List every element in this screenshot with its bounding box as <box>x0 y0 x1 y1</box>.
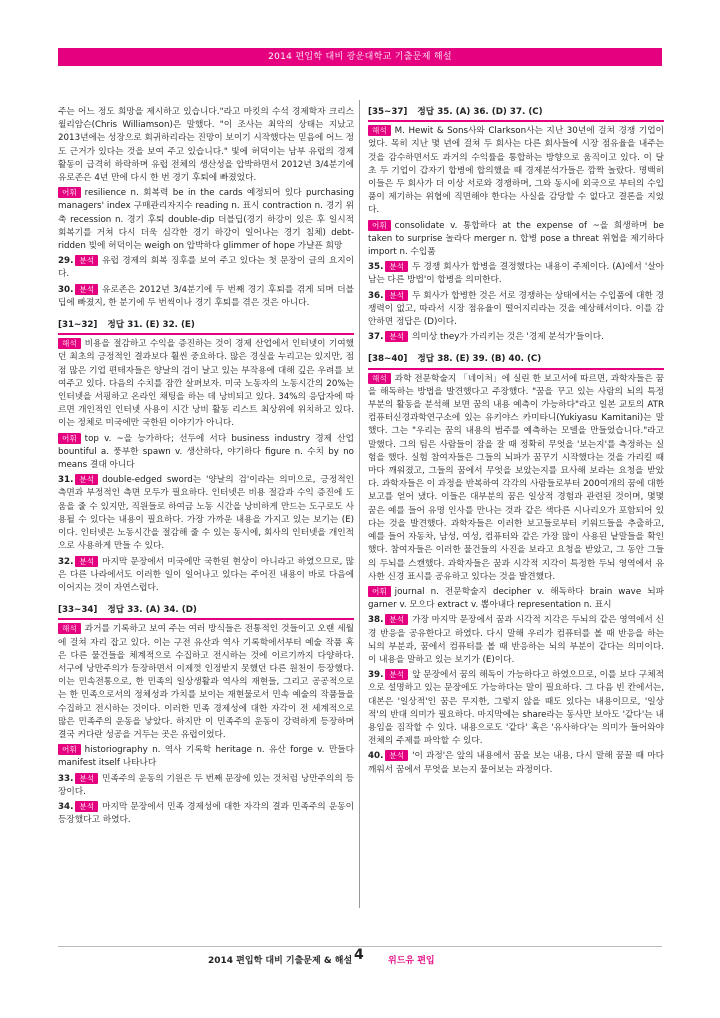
footer-title: 2014 편입학 대비 기출문제 & 해설 <box>208 956 353 966</box>
answer-37 <box>368 331 664 344</box>
analysis-text: 마지막 문장에서 민족 경제성에 대한 자각의 결과 민족주의 운동이 등장했다고 하였다. <box>58 801 354 826</box>
translation-text: 과거를 기록하고 보여 주는 여러 방식들은 전통적인 것들이고 오랜 세월에 걸쳐 자리 잡고 있다. 이는 구전 유산과 역사 기록학에서부터 예술 작품 혹은 다른 물건들을 체계적으로 수집하고 전시하는 것에 이르기까지 다양하다. 서구에 낭만주의가 등장하면서 이제껏 인정받지 못했던 다른 원천이 등장했다. 이는 민속전통으로, 한 민족의 일상생활과 역사의 재현들, 그리고 공공적으로는 한 민족으로서의 정체성과 가치를 보이는 재현물로서 민속 예술의 작품들을 수집하고 전시하는 것이다. 이러한 민족 경제성에 대한 자각이 전 세계적으로 많은 민족주의 운동을 낳았다. 하지만 이 민족주의 운동이 강력하게 등장하며 결국 커다란 성공을 거두는 곳은 유럽이었다. <box>58 624 354 740</box>
analysis-text: 유럽 경제의 회복 징후를 보여 주고 있다는 첫 문장이 글의 요지이다. <box>58 256 354 280</box>
answer-34 <box>58 801 354 827</box>
translation-text: M. Hewit & Sons사와 Clarkson사는 지난 30년에 걸쳐 경쟁 기업이었다. 목히 지난 몇 년에 걸쳐 두 회사는 다른 회사들에 시장 점유율을 내주는 것을 감수하면서도 과거의 수익률을 통합하는 방향으로 움직이고 있다. 이 달 초 두 기업이 갑자기 합병에 합의했을 때 경제분석가들은 깜짝 놀랐다. 명백히 이들은 두 회사가 더 이상 서로와 경쟁하며, 그와 동시에 외국으로 부터의 수입품이 제기하는 위협에 직면해야 한다는 사실을 감당할 수 없다고 결론을 지었다. <box>368 126 664 216</box>
vocab-tag: 어휘 <box>58 433 81 444</box>
analysis-tag: 분석 <box>75 255 98 266</box>
paragraph-translation-28: 주는 어느 정도 희망을 제시하고 있습니다."라고 마킷의 수석 경제학자 크리스 윌리암슨(Chris Williamson)은 말했다. "이 조사는 최악의 상태는 지났고 2013년에는 성장으로 회귀하리라는 진망이 보이기 시작했다는 믿음에 어느 정도 근거가 있다는 것을 보여 주고 있습니다." 빛에 허덕이는 남부 유럽의 경제 활동이 급격히 하락하며 유럽 전체의 생산성을 압박하면서 2012년 3/4분기에 유로존은 4년 만에 다시 한 번 경기 후퇴에 빠졌었다. <box>58 107 354 184</box>
answer-38 <box>368 614 664 667</box>
translation-tag: 해석 <box>368 373 391 384</box>
translation-text: 비용을 절감하고 수익을 증진하는 것이 경제 산업에서 인터넷이 기여했던 최초의 긍정적인 결과보다 훨씬 중요하다. 많은 경실을 누리고는 있지만, 점점 많은 기업 편테자들은 양날의 검이 날고 있는 부작용에 대해 깊은 우려를 보여주고 있다. 다음의 수치를 잠깐 살펴보자. 미국 노동자의 노동시간의 20%는 인터넷을 서핑하고 온라인 채팅을 하는 데 낭비되고 있다. 34%의 응답자에 따르면 개인적인 인터넷 사용이 시간 낭비 활동 리스트 최상위에 위치하고 있다. 이는 정체로 미국에만 국한된 이야기가 아니다. <box>58 339 354 429</box>
page-footer <box>58 946 662 975</box>
analysis-text: 의미상 they가 가리키는 것은 '경제 분석가'들이다. <box>412 332 604 343</box>
analysis-text: 마지막 문장에서 미국에만 국한된 현상이 아니라고 하였으므로, 많은 다른 나라에서도 이러한 일이 일어나고 있다는 주어진 내용이 바로 다음에 이어지는 것이 자연스럽다. <box>58 556 354 593</box>
right-column <box>368 106 664 779</box>
analysis-text: 두 회사가 합병한 것은 서로 경쟁하는 상태에서는 수입품에 대한 경쟁력이 없고, 따라서 시장 점유율이 떨어지리라는 것을 예상해서이다. 이를 감안하면 정답은 (D)이다. <box>368 290 664 328</box>
question-number: 36. <box>368 290 384 301</box>
header-title: 2014 편입학 대비 광운대학교 기출문제 해설 <box>268 52 452 62</box>
analysis-tag: 분석 <box>385 669 408 680</box>
vocab-block-33-34 <box>58 744 354 770</box>
analysis-text: double-edged sword는 '양날의 검'이라는 의미으로, 긍정적인 측면과 부정적인 측면 모두가 필요하다. 인터넷은 비용 절감과 수익 증진에 도움을 줄 수 있지만, 직원들로 하여금 노동 시간을 낭비하게 만드는 도구로도 사용될 수 있다는 내용이 필요하다. 가장 가까운 내용을 가지고 있는 보기는 (E)이다. 인터넷은 노동시간을 절감해 줄 수 있는 동시에, 회사의 인터넷을 개인적으로 사용하게 만들 수 있다. <box>58 475 354 552</box>
section-header-33-34: [33~34] 정답 33. (A) 34. (D) <box>58 604 354 620</box>
analysis-text: 유로존은 2012년 3/4분기에 두 번째 경기 후퇴를 겪게 되며 더블딥에 빠졌지, 한 분기에 두 번씩이나 경기 후퇴를 겪은 것은 아니다. <box>58 284 354 308</box>
analysis-tag: 분석 <box>75 284 98 295</box>
vocab-block-35-37 <box>368 220 664 260</box>
question-number: 38. <box>368 615 384 626</box>
analysis-tag: 분석 <box>385 750 408 761</box>
answer-30 <box>58 284 354 310</box>
analysis-tag: 분석 <box>75 556 98 567</box>
translation-tag: 해석 <box>58 338 81 349</box>
analysis-text: 앞 문장에서 꿈의 해독이 가능하다고 하였으므로, 이를 보다 구체적으로 설명하고 있는 문장에도 가능하다는 말이 필요하다. 그 다음 빈 칸에서는, 대본은 '일상적'인 꿈은 무지한, 그렇지 않을 때도 있다는 내용이므로, '일상적'의 반대 의미가 필요하다. 마지막에는 share라는 동사만 보아도 '같다'는 내용임을 짐작할 수 있다. 내용으로도 '같다' 혹은 '유사하다'는 의미가 들어와야 전체의 주제를 파악할 수 있다. <box>368 670 664 747</box>
vocab-block-31-32 <box>58 433 354 473</box>
section-header-31-32: [31~32] 정답 31. (E) 32. (E) <box>58 319 354 335</box>
answer-39 <box>368 669 664 748</box>
analysis-tag: 분석 <box>385 261 408 272</box>
answer-29 <box>58 255 354 281</box>
analysis-tag: 분석 <box>385 331 408 342</box>
answer-32 <box>58 556 354 596</box>
translation-tag: 해석 <box>368 125 391 136</box>
footer-publisher: 위드유 편입 <box>388 956 435 966</box>
question-number: 30. <box>58 284 74 295</box>
analysis-tag: 분석 <box>385 614 408 625</box>
question-number: 34. <box>58 801 74 812</box>
vocab-tag: 어휘 <box>58 187 81 198</box>
question-number: 33. <box>58 773 74 784</box>
question-number: 37. <box>368 332 384 343</box>
question-number: 40. <box>368 751 384 762</box>
vocab-block-28 <box>58 187 354 253</box>
translation-38-40 <box>368 373 664 584</box>
question-number: 39. <box>368 670 384 681</box>
vocab-text: journal n. 전문학술지 decipher v. 해독하다 brain wave 뇌파 garner v. 모으다 extract v. 뽑아내다 representation n. 표시 <box>368 586 664 611</box>
vocab-tag: 어휘 <box>368 220 391 231</box>
translation-text: 과학 전문학술지 「네이처」에 실린 한 보고서에 따르면, 과학자들은 꿈을 해독하는 방법을 발견했다고 주장했다. "꿈을 꾸고 있는 사람의 뇌의 특정 부분의 활동을 분석해 보면 꿈의 내용 예측이 가능하다"라고 일본 교토의 ATR 컴퓨터신경과학연구소에 있는 유키야스 카미타니(Yukiyasu Kamitani)는 말했다. 그는 "우리는 꿈의 내용의 범주를 예측하는 모델을 만들었습니다."라고 말했다. 그의 팀은 사람들이 잠을 잘 때 정확히 무엇을 '보는지'를 측정하는 실험을 했다. 실험 참여자들은 그들의 뇌파가 꿈꾸기 시작했다는 것을 가리킬 때마다 깨워졌고, 그들의 꿈에서 무엇을 보았는지를 묘사해 보라는 요청을 받았다. 과학자들은 이 과정을 반복하여 각각의 사람들로부터 200여개의 꿈에 대한 보고를 얻어 냈다. 이들은 대부분의 꿈은 일상적 경험과 관련된 것이며, 몇몇 꿈은 예를 들어 유명 인사를 만나는 것과 같은 색다른 시나리오가 포함되어 있다는 것을 발견했다. 과학자들은 이러한 보고들로부터 키워드들을 추출하고, 예를 들어 자동차, 남성, 여성, 컴퓨터와 같은 가장 많이 사용된 낱말들을 확인했다. 참여자들은 이러한 물건들의 사진을 보라고 요청을 받았고, 그 동안 그들의 두뇌를 스캔했다. 과학자들은 꿈과 시각적 지각이 특정한 두뇌 영역에서 유사한 신경 표시를 공유하고 있다는 것을 발견했다. <box>368 373 664 582</box>
answer-36 <box>368 290 664 330</box>
analysis-tag: 분석 <box>385 290 408 301</box>
analysis-tag: 분석 <box>75 801 98 812</box>
section-header-38-40: [38~40] 정답 38. (E) 39. (B) 40. (C) <box>368 353 664 369</box>
question-number: 32. <box>58 556 74 567</box>
answer-35 <box>368 261 664 287</box>
translation-31-32 <box>58 338 354 430</box>
vocab-text: consolidate v. 통합하다 at the expense of ~을 희생하며 be taken to surprise 놀라다 merger n. 합병 pose a threat 위협을 제기하다 import n. 수입품 <box>368 220 664 258</box>
question-number: 35. <box>368 262 384 273</box>
vocab-text: resilience n. 회복력 be in the cards 예정되어 있다 purchasing managers' index 구매관리자지수 reading n. 표시 contraction n. 경기 위축 recession n. 경기 후퇴 double-dip 더블딥(경기 하강이 있은 후 일시적 회복기를 거쳐 다시 더욱 심각한 경기 하강이 일어나는 경기 침체) debt-ridden 빚에 허덕이는 weigh on 압박하다 glimmer of hope 가냘픈 희망 <box>58 188 354 252</box>
left-column <box>58 106 354 829</box>
vocab-tag: 어휘 <box>368 586 391 597</box>
answer-40 <box>368 750 664 776</box>
analysis-text: 가장 마지막 문장에서 꿈과 시각적 지각은 두뇌의 같은 영역에서 신경 반응을 공유한다고 하였다. 다시 말해 우리가 컴퓨터를 볼 때 반응을 하는 뇌의 부분과, 꿈에서 컴퓨터를 볼 때 반응하는 뇌의 부분이 같다는 의미이다. 이 내용을 말하고 있는 보기가 (E)이다. <box>368 615 664 665</box>
vocab-text: historiography n. 역사 기록학 heritage n. 유산 forge v. 만들다 manifest itself 나타나다 <box>58 745 354 769</box>
answer-31 <box>58 474 354 553</box>
analysis-tag: 분석 <box>75 773 98 784</box>
translation-33-34 <box>58 623 354 742</box>
answer-33 <box>58 773 354 799</box>
analysis-text: 두 경쟁 회사가 합병을 결정했다는 내용이 주제이다. (A)에서 '살아남는 다른 방법'이 합병을 의미한다. <box>368 262 664 286</box>
translation-35-37 <box>368 125 664 217</box>
analysis-text: '이 과정'은 앞의 내용에서 꿈을 보는 내용, 다시 말해 꿈꿀 때 마다 깨워서 꿈에서 무엇을 보는지 물어보는 과정이다. <box>368 751 664 775</box>
vocab-tag: 어휘 <box>58 744 81 755</box>
question-number: 31. <box>58 475 74 486</box>
translation-tag: 해석 <box>58 623 81 634</box>
page-header <box>58 48 662 66</box>
vocab-text: top v. ~을 능가하다; 선두에 서다 business industry 경제 산업 bountiful a. 풍부한 spawn v. 생산하다, 야기하다 figure n. 수치 by no means 결대 아니다 <box>58 433 354 471</box>
page-number: 4 <box>354 947 364 963</box>
section-header-35-37: [35~37] 정답 35. (A) 36. (D) 37. (C) <box>368 106 664 122</box>
analysis-tag: 분석 <box>75 474 98 485</box>
column-divider <box>359 100 360 908</box>
vocab-block-38-40 <box>368 586 664 612</box>
question-number: 29. <box>58 256 74 267</box>
analysis-text: 민족주의 운동의 기원은 두 번째 문장에 있는 것처럼 낭만주의의 등장이다. <box>58 773 354 797</box>
